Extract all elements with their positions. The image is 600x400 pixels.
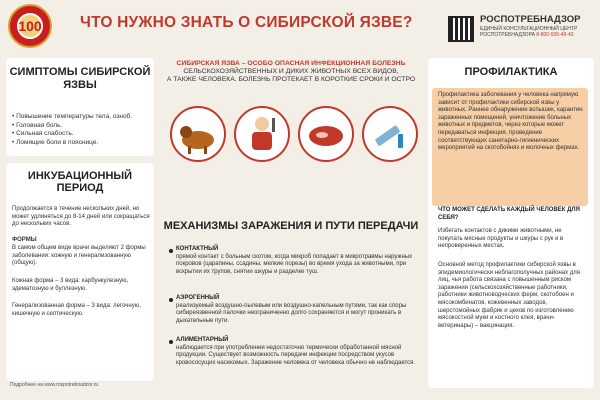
intro-line-2: СЕЛЬСКОХОЗЯЙСТВЕННЫХ И ДИКИХ ЖИВОТНЫХ ВСЕХ ВИДОВ, xyxy=(183,68,399,75)
mechanisms-heading: МЕХАНИЗМЫ ЗАРАЖЕНИЯ И ПУТИ ПЕРЕДАЧИ xyxy=(163,220,419,232)
incubation-card xyxy=(6,163,154,381)
intro-red-line: СИБИРСКАЯ ЯЗВА – ОСОБО ОПАСНАЯ ИНФЕКЦИОННАЯ БОЛЕЗНЬ xyxy=(176,60,406,67)
meat-icon xyxy=(298,106,354,162)
page-title: ЧТО НУЖНО ЗНАТЬ О СИБИРСКОЙ ЯЗВЕ? xyxy=(80,14,413,31)
emblem-center xyxy=(17,13,43,39)
mechanism-title: АЭРОГЕННЫЙ xyxy=(176,295,220,301)
intro-text xyxy=(160,60,422,84)
symptoms-heading: СИМПТОМЫ СИБИРСКОЙ ЯЗВЫ xyxy=(9,66,151,91)
mechanism-alimentary xyxy=(176,337,422,367)
incubation-heading: ИНКУБАЦИОННЫЙ ПЕРИОД xyxy=(27,170,133,194)
symptom-item: • Повышение температуры тела, озноб. xyxy=(12,113,152,122)
bullet-icon xyxy=(169,340,173,344)
mechanism-aerogenic xyxy=(176,295,422,325)
mechanism-text: реализуемый воздушно-пылевым или воздушно-капельным путями, так как споры сибиреязвенной палочки неограниченно долго сохраняются и могут проникать в дыхательные пути. xyxy=(176,302,407,324)
bullet-icon xyxy=(169,249,173,253)
hotline-number: 8-800-555-49-43 xyxy=(536,32,574,38)
mechanism-text: наблюдается при употреблении недостаточно термически обработанной мясной продукции. Существует возможность передачи инфекции посредством укусов кровососущих насекомых. Заражение человека от человека обычно не наблюдается. xyxy=(176,344,416,366)
intro-line-3: А ТАКЖЕ ЧЕЛОВЕКА. БОЛЕЗНЬ ПРОТЕКАЕТ В КОРОТКИЕ СРОКИ И ОСТРО xyxy=(166,76,416,83)
mechanism-title: КОНТАКТНЫЙ xyxy=(176,246,219,252)
prevention-heading: ПРОФИЛАКТИКА xyxy=(464,66,558,78)
mechanism-title: АЛИМЕНТАРНЫЙ xyxy=(176,337,229,343)
cow-icon xyxy=(170,106,226,162)
incubation-paragraph: Продолжается в течение нескольких дней, но может удлиняться до 8-14 дней или сокращаться до нескольких часов. xyxy=(12,206,150,228)
forms-text: В самом общем виде врачи выделяют 2 формы заболевания: кожную и генерализованную (общую). xyxy=(12,245,146,267)
prevention-answer: Избегать контактов с дикими животными, не покупать мясные продукты и шкуры с рук и в непроверенных местах. xyxy=(438,228,564,250)
mechanism-contact xyxy=(176,246,422,276)
prevention-main-text: Основной метод профилактики сибирской язвы в эпидемиологически неблагополучных районах для лиц, чья работа связана с повышенным риском заражения (сельскохозяйственные работники, работники животноводческих ферм, скотобоен и мясокомбинатов, кожевенных заводов, шерстомойных фабрик и цехов по изготовлению мясокостной муки и костного клея, врачи-ветеринары) – вакцинация. xyxy=(438,262,581,329)
illustrations xyxy=(170,92,420,194)
hotline-prefix: РОСПОТРЕБНАДЗОРА xyxy=(480,32,535,38)
org-name: РОСПОТРЕБНАДЗОР xyxy=(480,14,581,25)
symptom-item: • Сильная слабость. xyxy=(12,130,152,139)
skin-form-text: Кожная форма – 3 вида: карбункулезную, эдематозную и буллезную. xyxy=(12,278,129,292)
mechanism-text: прямой контакт с больным скотом, когда микроб попадает в микротравмы наружных покровов (царапины, ссадины, мелкие порезы) во время ухода за животными, при вскрытии их трупов, снятии шкуры и разделке туш. xyxy=(176,253,413,275)
bullet-icon xyxy=(169,298,173,302)
symptoms-list xyxy=(12,113,152,147)
sick-person-icon xyxy=(234,106,290,162)
vaccine-syringe-icon xyxy=(362,106,418,162)
symptom-item: • Ломящие боли в пояснице. xyxy=(12,139,152,148)
prevention-box-text: Профилактика заболевания у человека напрямую зависит от профилактики сибирской язвы у животных. Раннее обнаружение вспышек, карантин зараженных помещений, уничтожение больных животных и предметов, через которые может передаваться инфекция, проведение соответствующих санитарно-гигиенических мероприятий на скотобойнях и молочных фермах. xyxy=(438,92,583,152)
hotline xyxy=(480,26,590,38)
hotline-line xyxy=(480,32,590,38)
qr-code-icon xyxy=(448,16,474,42)
generalized-form-text: Генерализованная форма – 3 вида: легочную, кишечную и септическую. xyxy=(12,303,141,317)
emblem-text: 100 xyxy=(18,18,42,34)
footer-link[interactable]: Подробнее на www.rospotrebnadzor.ru xyxy=(10,382,99,388)
rospotrebnadzor-emblem xyxy=(8,4,52,48)
hotline-label: ЕДИНЫЙ КОНСУЛЬТАЦИОННЫЙ ЦЕНТР xyxy=(480,26,578,32)
forms-title: ФОРМЫ xyxy=(12,237,37,243)
symptom-item: • Головная боль. xyxy=(12,122,152,131)
prevention-question: ЧТО МОЖЕТ СДЕЛАТЬ КАЖДЫЙ ЧЕЛОВЕК ДЛЯ СЕБЯ? xyxy=(438,207,580,221)
